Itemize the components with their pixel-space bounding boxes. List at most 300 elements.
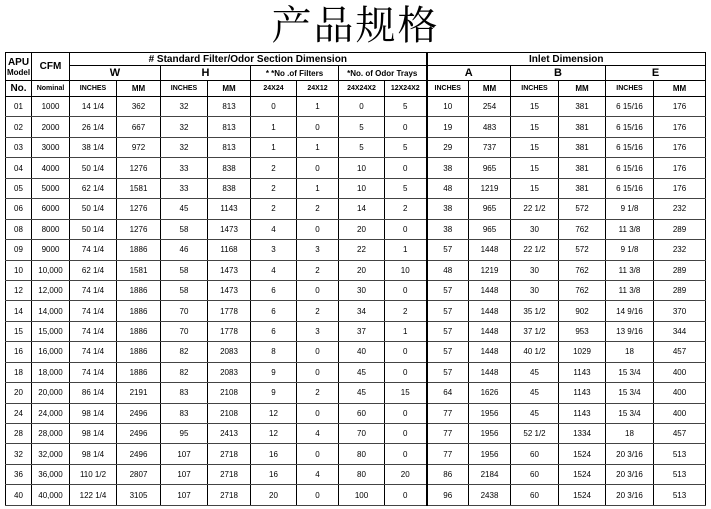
cell-filters-24x12: 0 — [297, 117, 339, 137]
cell-e-mm: 289 — [654, 260, 706, 280]
cell-h-inches: 58 — [161, 280, 208, 300]
header-a: A — [427, 66, 511, 81]
cell-cfm-nominal: 2000 — [32, 117, 70, 137]
table-row — [6, 383, 706, 403]
spec-table — [5, 52, 706, 506]
cell-model-no: 10 — [6, 260, 32, 280]
cell-a-mm: 1448 — [469, 321, 511, 341]
table-row — [6, 178, 706, 198]
cell-e-inches: 6 15/16 — [606, 137, 654, 157]
cell-cfm-nominal: 4000 — [32, 158, 70, 178]
cell-w-inches: 26 1/4 — [70, 117, 117, 137]
cell-a-inches: 29 — [427, 137, 469, 157]
cell-w-inches: 74 1/4 — [70, 342, 117, 362]
cell-filters-24x12: 2 — [297, 260, 339, 280]
cell-filters-24x12: 1 — [297, 137, 339, 157]
table-row — [6, 424, 706, 444]
cell-cfm-nominal: 28,000 — [32, 424, 70, 444]
cell-trays-24x24x2: 0 — [339, 97, 385, 117]
cell-w-mm: 1886 — [117, 280, 161, 300]
cell-e-inches: 14 9/16 — [606, 301, 654, 321]
cell-trays-12x24x2: 2 — [385, 199, 427, 219]
cell-b-mm: 762 — [559, 219, 606, 239]
cell-a-inches: 38 — [427, 219, 469, 239]
cell-w-mm: 972 — [117, 137, 161, 157]
cell-w-mm: 1581 — [117, 178, 161, 198]
cell-filters-24x12: 1 — [297, 97, 339, 117]
cell-a-mm: 1219 — [469, 260, 511, 280]
cell-e-mm: 289 — [654, 280, 706, 300]
cell-h-mm: 1778 — [208, 301, 251, 321]
cell-h-mm: 2083 — [208, 362, 251, 382]
cell-w-mm: 2496 — [117, 403, 161, 423]
cell-trays-12x24x2: 0 — [385, 117, 427, 137]
cell-e-inches: 13 9/16 — [606, 321, 654, 341]
cell-filters-24x24: 4 — [251, 260, 297, 280]
cell-h-mm: 1143 — [208, 199, 251, 219]
cell-w-mm: 1581 — [117, 260, 161, 280]
cell-trays-12x24x2: 10 — [385, 260, 427, 280]
cell-filters-24x12: 4 — [297, 424, 339, 444]
cell-b-mm: 1029 — [559, 342, 606, 362]
cell-filters-24x12: 0 — [297, 444, 339, 464]
cell-cfm-nominal: 32,000 — [32, 444, 70, 464]
header-no: No. — [6, 81, 32, 97]
header-w: W — [70, 66, 161, 81]
cell-a-mm: 1448 — [469, 301, 511, 321]
cell-a-inches: 57 — [427, 280, 469, 300]
header-w-inches: INCHES — [70, 81, 117, 97]
cell-h-mm: 838 — [208, 158, 251, 178]
cell-e-inches: 6 15/16 — [606, 97, 654, 117]
cell-e-inches: 20 3/16 — [606, 485, 654, 506]
cell-b-inches: 15 — [511, 137, 559, 157]
cell-b-inches: 30 — [511, 280, 559, 300]
cell-b-mm: 381 — [559, 117, 606, 137]
cell-h-inches: 83 — [161, 403, 208, 423]
cell-filters-24x12: 0 — [297, 280, 339, 300]
cell-h-mm: 1778 — [208, 321, 251, 341]
cell-trays-12x24x2: 0 — [385, 444, 427, 464]
cell-b-inches: 22 1/2 — [511, 199, 559, 219]
cell-model-no: 20 — [6, 383, 32, 403]
cell-h-inches: 82 — [161, 362, 208, 382]
table-row — [6, 342, 706, 362]
table-row — [6, 301, 706, 321]
cell-e-mm: 457 — [654, 424, 706, 444]
cell-h-mm: 2413 — [208, 424, 251, 444]
cell-b-mm: 381 — [559, 158, 606, 178]
cell-h-mm: 1168 — [208, 240, 251, 260]
cell-h-mm: 2108 — [208, 383, 251, 403]
cell-e-mm: 176 — [654, 137, 706, 157]
header-nominal: Nominal — [32, 81, 70, 97]
cell-cfm-nominal: 20,000 — [32, 383, 70, 403]
cell-b-inches: 45 — [511, 362, 559, 382]
cell-a-inches: 57 — [427, 342, 469, 362]
cell-filters-24x24: 1 — [251, 137, 297, 157]
cell-cfm-nominal: 16,000 — [32, 342, 70, 362]
cell-cfm-nominal: 9000 — [32, 240, 70, 260]
cell-trays-24x24x2: 45 — [339, 383, 385, 403]
cell-trays-12x24x2: 20 — [385, 464, 427, 484]
cell-h-inches: 107 — [161, 485, 208, 506]
cell-h-mm: 2718 — [208, 444, 251, 464]
cell-w-mm: 1886 — [117, 362, 161, 382]
header-h-mm: MM — [208, 81, 251, 97]
cell-a-inches: 48 — [427, 178, 469, 198]
header-filters-24x12: 24X12 — [297, 81, 339, 97]
cell-a-inches: 96 — [427, 485, 469, 506]
cell-filters-24x12: 1 — [297, 178, 339, 198]
cell-a-inches: 10 — [427, 97, 469, 117]
cell-b-inches: 60 — [511, 464, 559, 484]
cell-e-inches: 11 3/8 — [606, 260, 654, 280]
cell-model-no: 06 — [6, 199, 32, 219]
cell-h-mm: 813 — [208, 97, 251, 117]
cell-filters-24x24: 2 — [251, 178, 297, 198]
cell-h-mm: 2718 — [208, 485, 251, 506]
table-row — [6, 117, 706, 137]
header-no-of-filters: * *No .of Filters — [251, 66, 339, 81]
cell-w-inches: 98 1/4 — [70, 444, 117, 464]
cell-b-mm: 1524 — [559, 464, 606, 484]
cell-w-mm: 2191 — [117, 383, 161, 403]
cell-filters-24x24: 3 — [251, 240, 297, 260]
table-row — [6, 485, 706, 506]
cell-trays-12x24x2: 0 — [385, 424, 427, 444]
header-h-inches: INCHES — [161, 81, 208, 97]
cell-a-mm: 1219 — [469, 178, 511, 198]
header-h: H — [161, 66, 251, 81]
cell-trays-24x24x2: 10 — [339, 158, 385, 178]
cell-filters-24x24: 1 — [251, 117, 297, 137]
header-a-inches: INCHES — [427, 81, 469, 97]
cell-e-inches: 9 1/8 — [606, 199, 654, 219]
cell-h-inches: 32 — [161, 137, 208, 157]
cell-filters-24x24: 6 — [251, 301, 297, 321]
cell-filters-24x12: 4 — [297, 464, 339, 484]
cell-a-mm: 1448 — [469, 362, 511, 382]
cell-w-inches: 110 1/2 — [70, 464, 117, 484]
cell-cfm-nominal: 14,000 — [32, 301, 70, 321]
cell-trays-24x24x2: 37 — [339, 321, 385, 341]
cell-a-mm: 1956 — [469, 403, 511, 423]
cell-trays-12x24x2: 0 — [385, 485, 427, 506]
cell-h-inches: 46 — [161, 240, 208, 260]
cell-e-mm: 344 — [654, 321, 706, 341]
cell-trays-24x24x2: 5 — [339, 137, 385, 157]
cell-e-mm: 513 — [654, 464, 706, 484]
cell-h-mm: 813 — [208, 137, 251, 157]
cell-a-inches: 57 — [427, 240, 469, 260]
header-b-mm: MM — [559, 81, 606, 97]
header-w-mm: MM — [117, 81, 161, 97]
cell-h-inches: 32 — [161, 97, 208, 117]
cell-filters-24x24: 2 — [251, 199, 297, 219]
cell-e-inches: 20 3/16 — [606, 464, 654, 484]
cell-trays-24x24x2: 34 — [339, 301, 385, 321]
cell-b-inches: 37 1/2 — [511, 321, 559, 341]
cell-e-mm: 400 — [654, 383, 706, 403]
cell-trays-12x24x2: 5 — [385, 137, 427, 157]
cell-b-inches: 30 — [511, 219, 559, 239]
cell-h-mm: 2083 — [208, 342, 251, 362]
cell-trays-24x24x2: 40 — [339, 342, 385, 362]
cell-model-no: 09 — [6, 240, 32, 260]
cell-filters-24x24: 2 — [251, 158, 297, 178]
cell-trays-12x24x2: 0 — [385, 403, 427, 423]
cell-e-mm: 370 — [654, 301, 706, 321]
cell-cfm-nominal: 8000 — [32, 219, 70, 239]
cell-e-mm: 232 — [654, 199, 706, 219]
cell-w-mm: 1886 — [117, 240, 161, 260]
cell-a-mm: 965 — [469, 219, 511, 239]
cell-model-no: 40 — [6, 485, 32, 506]
table-row — [6, 97, 706, 117]
cell-b-inches: 15 — [511, 178, 559, 198]
cell-b-inches: 15 — [511, 97, 559, 117]
cell-a-mm: 1448 — [469, 240, 511, 260]
header-b-inches: INCHES — [511, 81, 559, 97]
cell-cfm-nominal: 1000 — [32, 97, 70, 117]
cell-h-inches: 33 — [161, 158, 208, 178]
cell-h-inches: 58 — [161, 219, 208, 239]
cell-w-inches: 98 1/4 — [70, 403, 117, 423]
cell-filters-24x24: 9 — [251, 362, 297, 382]
cell-b-mm: 953 — [559, 321, 606, 341]
cell-e-inches: 6 15/16 — [606, 117, 654, 137]
header-trays-24x24x2: 24X24X2 — [339, 81, 385, 97]
cell-filters-24x12: 0 — [297, 158, 339, 178]
cell-e-inches: 15 3/4 — [606, 403, 654, 423]
cell-h-inches: 45 — [161, 199, 208, 219]
cell-trays-12x24x2: 0 — [385, 280, 427, 300]
cell-w-inches: 74 1/4 — [70, 362, 117, 382]
cell-e-inches: 9 1/8 — [606, 240, 654, 260]
cell-a-mm: 1956 — [469, 424, 511, 444]
cell-w-mm: 1276 — [117, 199, 161, 219]
cell-b-inches: 52 1/2 — [511, 424, 559, 444]
cell-trays-24x24x2: 30 — [339, 280, 385, 300]
cell-cfm-nominal: 5000 — [32, 178, 70, 198]
cell-trays-12x24x2: 1 — [385, 240, 427, 260]
cell-a-inches: 57 — [427, 321, 469, 341]
cell-w-mm: 2496 — [117, 444, 161, 464]
header-b: B — [511, 66, 606, 81]
cell-h-inches: 95 — [161, 424, 208, 444]
cell-b-inches: 40 1/2 — [511, 342, 559, 362]
cell-w-inches: 86 1/4 — [70, 383, 117, 403]
cell-model-no: 32 — [6, 444, 32, 464]
cell-trays-12x24x2: 15 — [385, 383, 427, 403]
cell-a-inches: 77 — [427, 444, 469, 464]
cell-filters-24x24: 6 — [251, 280, 297, 300]
cell-filters-24x24: 12 — [251, 403, 297, 423]
table-row — [6, 137, 706, 157]
cell-e-inches: 18 — [606, 424, 654, 444]
cell-a-mm: 965 — [469, 199, 511, 219]
cell-filters-24x24: 0 — [251, 97, 297, 117]
cell-b-mm: 381 — [559, 97, 606, 117]
header-inlet-dimension: Inlet Dimension — [427, 53, 706, 66]
cell-cfm-nominal: 24,000 — [32, 403, 70, 423]
cell-trays-24x24x2: 20 — [339, 260, 385, 280]
cell-h-mm: 1473 — [208, 260, 251, 280]
cell-b-inches: 30 — [511, 260, 559, 280]
cell-trays-12x24x2: 0 — [385, 342, 427, 362]
cell-b-inches: 15 — [511, 117, 559, 137]
page-title: 产品规格 — [271, 3, 440, 49]
cell-h-inches: 70 — [161, 321, 208, 341]
cell-filters-24x12: 0 — [297, 485, 339, 506]
table-row — [6, 260, 706, 280]
cell-w-inches: 74 1/4 — [70, 301, 117, 321]
cell-b-mm: 1334 — [559, 424, 606, 444]
cell-trays-24x24x2: 10 — [339, 178, 385, 198]
cell-w-mm: 3105 — [117, 485, 161, 506]
cell-b-mm: 762 — [559, 280, 606, 300]
table-row — [6, 158, 706, 178]
cell-filters-24x24: 20 — [251, 485, 297, 506]
cell-a-inches: 64 — [427, 383, 469, 403]
cell-w-inches: 50 1/4 — [70, 219, 117, 239]
cell-trays-12x24x2: 5 — [385, 178, 427, 198]
cell-a-inches: 48 — [427, 260, 469, 280]
table-row — [6, 464, 706, 484]
cell-model-no: 28 — [6, 424, 32, 444]
cell-a-mm: 2438 — [469, 485, 511, 506]
cell-filters-24x12: 2 — [297, 199, 339, 219]
cell-filters-24x12: 0 — [297, 342, 339, 362]
cell-a-mm: 737 — [469, 137, 511, 157]
cell-w-inches: 74 1/4 — [70, 280, 117, 300]
table-row — [6, 362, 706, 382]
cell-a-mm: 254 — [469, 97, 511, 117]
cell-filters-24x24: 16 — [251, 464, 297, 484]
cell-model-no: 02 — [6, 117, 32, 137]
cell-w-mm: 1886 — [117, 342, 161, 362]
cell-b-mm: 572 — [559, 199, 606, 219]
cell-e-inches: 20 3/16 — [606, 444, 654, 464]
cell-w-mm: 2807 — [117, 464, 161, 484]
header-cfm: CFM — [32, 53, 70, 81]
cell-e-inches: 6 15/16 — [606, 158, 654, 178]
cell-b-mm: 1143 — [559, 383, 606, 403]
cell-a-inches: 77 — [427, 424, 469, 444]
cell-e-inches: 11 3/8 — [606, 219, 654, 239]
cell-w-mm: 1276 — [117, 219, 161, 239]
cell-b-mm: 1143 — [559, 362, 606, 382]
cell-model-no: 05 — [6, 178, 32, 198]
cell-trays-12x24x2: 0 — [385, 219, 427, 239]
cell-model-no: 15 — [6, 321, 32, 341]
cell-e-mm: 176 — [654, 158, 706, 178]
cell-b-inches: 15 — [511, 158, 559, 178]
header-e-mm: MM — [654, 81, 706, 97]
cell-e-mm: 400 — [654, 403, 706, 423]
table-row — [6, 444, 706, 464]
cell-h-inches: 107 — [161, 444, 208, 464]
table-row — [6, 280, 706, 300]
cell-e-mm: 232 — [654, 240, 706, 260]
cell-cfm-nominal: 40,000 — [32, 485, 70, 506]
cell-h-mm: 1473 — [208, 219, 251, 239]
cell-h-mm: 838 — [208, 178, 251, 198]
cell-h-inches: 83 — [161, 383, 208, 403]
cell-model-no: 24 — [6, 403, 32, 423]
spec-table-body — [6, 97, 706, 506]
cell-trays-24x24x2: 100 — [339, 485, 385, 506]
cell-a-inches: 38 — [427, 199, 469, 219]
cell-h-mm: 1473 — [208, 280, 251, 300]
cell-b-mm: 1524 — [559, 485, 606, 506]
cell-b-mm: 381 — [559, 178, 606, 198]
cell-w-inches: 62 1/4 — [70, 178, 117, 198]
cell-h-inches: 107 — [161, 464, 208, 484]
table-row — [6, 219, 706, 239]
cell-cfm-nominal: 10,000 — [32, 260, 70, 280]
cell-a-inches: 38 — [427, 158, 469, 178]
cell-a-mm: 1448 — [469, 342, 511, 362]
cell-b-inches: 35 1/2 — [511, 301, 559, 321]
header-no-of-odor-trays: *No. of Odor Trays — [339, 66, 427, 81]
cell-w-mm: 362 — [117, 97, 161, 117]
cell-h-inches: 33 — [161, 178, 208, 198]
cell-e-inches: 18 — [606, 342, 654, 362]
cell-trays-12x24x2: 2 — [385, 301, 427, 321]
cell-a-inches: 86 — [427, 464, 469, 484]
cell-a-inches: 57 — [427, 301, 469, 321]
cell-e-mm: 400 — [654, 362, 706, 382]
cell-w-mm: 1886 — [117, 301, 161, 321]
header-e-inches: INCHES — [606, 81, 654, 97]
cell-w-inches: 62 1/4 — [70, 260, 117, 280]
cell-a-mm: 2184 — [469, 464, 511, 484]
cell-b-mm: 1524 — [559, 444, 606, 464]
cell-e-mm: 513 — [654, 444, 706, 464]
cell-cfm-nominal: 3000 — [32, 137, 70, 157]
cell-e-mm: 513 — [654, 485, 706, 506]
cell-w-inches: 74 1/4 — [70, 321, 117, 341]
cell-trays-24x24x2: 45 — [339, 362, 385, 382]
cell-e-inches: 11 3/8 — [606, 280, 654, 300]
cell-b-inches: 22 1/2 — [511, 240, 559, 260]
cell-w-inches: 98 1/4 — [70, 424, 117, 444]
cell-trays-24x24x2: 80 — [339, 444, 385, 464]
cell-e-mm: 176 — [654, 97, 706, 117]
cell-model-no: 08 — [6, 219, 32, 239]
cell-w-inches: 38 1/4 — [70, 137, 117, 157]
cell-a-inches: 77 — [427, 403, 469, 423]
cell-filters-24x24: 6 — [251, 321, 297, 341]
cell-e-inches: 6 15/16 — [606, 178, 654, 198]
cell-e-mm: 457 — [654, 342, 706, 362]
cell-w-inches: 50 1/4 — [70, 199, 117, 219]
cell-h-inches: 82 — [161, 342, 208, 362]
cell-cfm-nominal: 12,000 — [32, 280, 70, 300]
cell-e-mm: 289 — [654, 219, 706, 239]
header-trays-12x24x2: 12X24X2 — [385, 81, 427, 97]
cell-a-mm: 1956 — [469, 444, 511, 464]
cell-filters-24x12: 0 — [297, 362, 339, 382]
cell-b-mm: 902 — [559, 301, 606, 321]
cell-w-mm: 1276 — [117, 158, 161, 178]
cell-filters-24x12: 3 — [297, 321, 339, 341]
cell-e-inches: 15 3/4 — [606, 383, 654, 403]
cell-h-mm: 2108 — [208, 403, 251, 423]
cell-model-no: 03 — [6, 137, 32, 157]
